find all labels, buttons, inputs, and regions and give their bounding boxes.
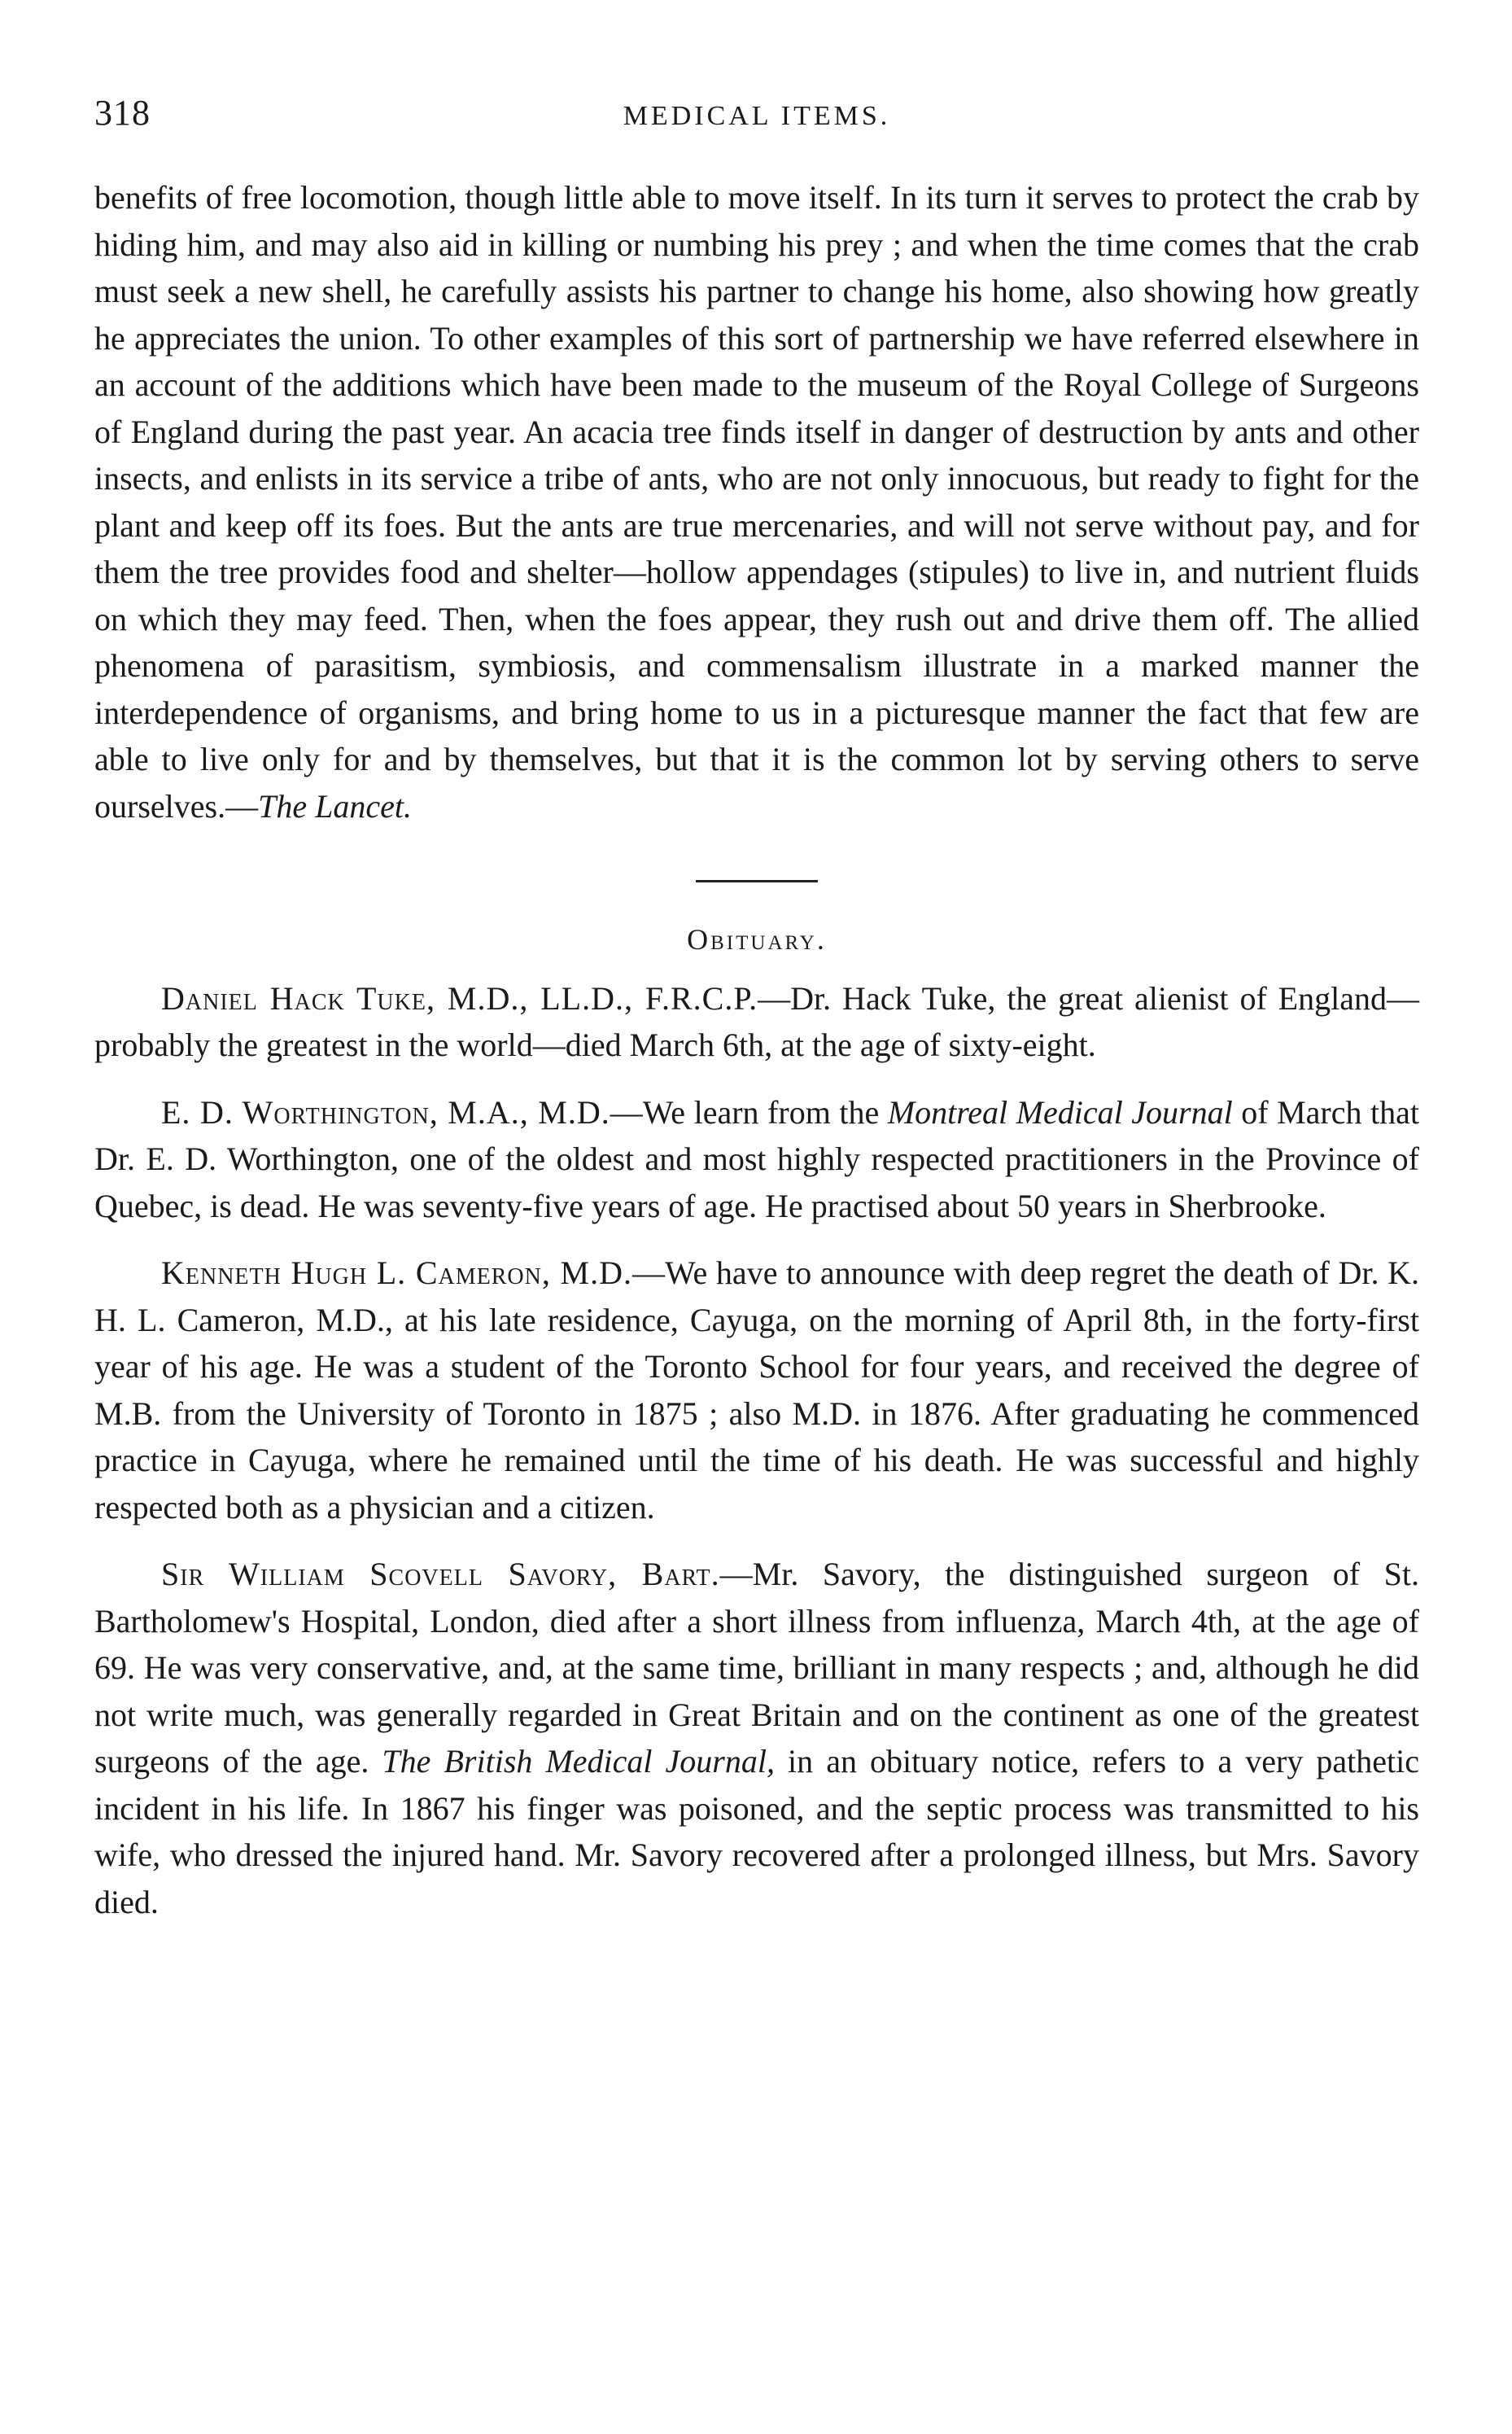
section-divider <box>696 880 818 882</box>
intro-paragraph <box>94 174 1419 830</box>
obituary-text: —Mr. Savory, the distinguished surgeon of St. Bartholomew's Hospital, London, died after a short illness from influenza, March 4th, at the age of 69. He was very conservative, and, at the same time, brilliant in many respects ; and, although he did not write much, was generally regarded in Great Britain and on the continent as one of the greatest surgeons of the age. <box>94 1556 1419 1780</box>
journal-title: The British Medical Journal, <box>382 1743 775 1780</box>
obituary-entry-cameron <box>94 1250 1419 1530</box>
intro-source: The Lancet. <box>258 787 412 825</box>
document-page <box>94 90 1419 1946</box>
obituary-entry-worthington <box>94 1089 1419 1230</box>
obituary-text: of March that Dr. E. D. Worthington, one of the oldest and most highly respected practitioners in the Province of Quebec, is dead. He was seventy-five years of age. He practised about 50 years in Sherbrooke. <box>94 1093 1420 1224</box>
obituary-name: Kenneth Hugh L. Cameron, M.D. <box>161 1254 632 1291</box>
obituary-text: —We learn from the <box>610 1093 888 1131</box>
obituary-name: E. D. Worthington, M.A., M.D. <box>161 1093 610 1131</box>
journal-title: Montreal Medical Journal <box>887 1093 1233 1131</box>
obituary-text: —Dr. Hack Tuke, the great alienist of England—probably the greatest in the world—died March 6th, at the age of sixty-eight. <box>94 979 1419 1063</box>
obituary-text: in an obituary notice, refers to a very pathetic incident in his life. In 1867 his finger was poisoned, and the septic process was transmitted to his wife, who dressed the injured hand. Mr. Savory recovered after a prolonged illness, but Mrs. Savory died. <box>94 1743 1419 1920</box>
page-header <box>94 90 1419 142</box>
obituary-entry-tuke <box>94 975 1419 1069</box>
obituary-heading: Obituary. <box>687 923 827 956</box>
obituary-name: Sir William Scovell Savory, Bart. <box>161 1556 720 1592</box>
obituary-text: —We have to announce with deep regret the death of Dr. K. H. L. Cameron, M.D., at his late residence, Cayuga, on the morning of April 8th, in the forty-first year of his age. He was a student of the Toronto School for four years, and received the degree of M.B. from the University of Toronto in 1875 ; also M.D. in 1876. After graduating he commenced practice in Cayuga, where he remained until the time of his death. He was successful and highly respected both as a physician and a citizen. <box>94 1254 1420 1526</box>
running-head: MEDICAL ITEMS. <box>623 101 891 131</box>
obituary-name: Daniel Hack Tuke, M.D., LL.D., F.R.C.P. <box>161 979 758 1017</box>
obituary-entry-savory <box>94 1551 1419 1925</box>
intro-text: benefits of free locomotion, though little able to move itself. In its turn it serves to protect the crab by hiding him, and may also aid in killing or numbing his prey ; and when the time comes that the crab must seek a new shell, he carefully assists his partner to change his home, also showing how greatly he appreciates the union. To other examples of this sort of partnership we have referred elsewhere in an account of the additions which have been made to the museum of the Royal College of Surgeons of England during the past year. An acacia tree finds itself in danger of destruction by ants and other insects, and enlists in its service a tribe of ants, who are not only innocuous, but ready to fight for the plant and keep off its foes. But the ants are true mercenaries, and will not serve without pay, and for them the tree provides food and shelter—hollow appendages (stipules) to live in, and nutrient fluids on which they may feed. Then, when the foes appear, they rush out and drive them off. The allied phenomena of parasitism, symbiosis, and commensalism illustrate in a marked manner the interdependence of organisms, and bring home to us in a picturesque manner the fact that few are able to live only for and by themselves, but that it is the common lot by serving others to serve ourselves.— <box>94 179 1419 825</box>
page-number: 318 <box>94 93 151 133</box>
